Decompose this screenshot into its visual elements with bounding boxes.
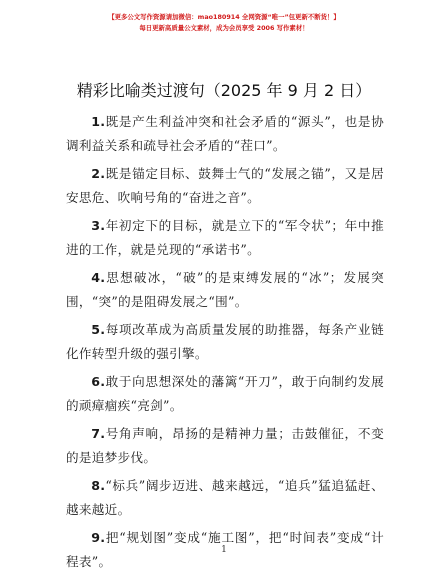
paragraph-7: 7.号角声响，昂扬的是精神力量；击鼓催征，不变的是追梦步伐。	[66, 426, 384, 465]
promo-line-1: 【更多公文写作资源请加微信：mao180914 全网资源“唯一”包更新不断货！】	[108, 13, 340, 21]
paragraph-2: 2.既是锚定目标、鼓舞士气的“发展之锚”，又是居安思危、吹响号角的“奋进之音”。	[66, 166, 384, 205]
paragraph-1: 1.既是产生利益冲突和社会矛盾的“源头”，也是协调利益关系和疏导社会矛盾的“茬口”。	[66, 114, 384, 153]
page-number: 1	[221, 545, 227, 555]
document-body	[66, 110, 384, 578]
paragraph-4: 4.思想破冰，“破”的是束缚发展的“冰”；发展突围，“突”的是阻碍发展之“围”。	[66, 270, 384, 309]
paragraph-3: 3.年初定下的目标，就是立下的“军令状”；年中推进的工作，就是兑现的“承诺书”。	[66, 218, 384, 257]
document-title: 精彩比喻类过渡句（2025 年 9 月 2 日）	[76, 81, 372, 100]
paragraph-8: 8.“标兵”阔步迈进、越来越远，“追兵”猛追猛赶、越来越近。	[66, 478, 384, 517]
paragraph-9: 9.把“规划图”变成“施工图”，把“时间表”变成“计程表”。	[66, 530, 384, 569]
paragraph-6: 6.敢于向思想深处的藩篱“开刀”，敢于向制约发展的顽瘴痼疾“亮剑”。	[66, 374, 384, 413]
paragraph-5: 5.每项改革成为高质量发展的助推器，每条产业链化作转型升级的强引擎。	[66, 322, 384, 361]
promo-line-2: 每日更新高质量公文素材，成为会员享受 2006 写作素材！	[139, 24, 309, 32]
